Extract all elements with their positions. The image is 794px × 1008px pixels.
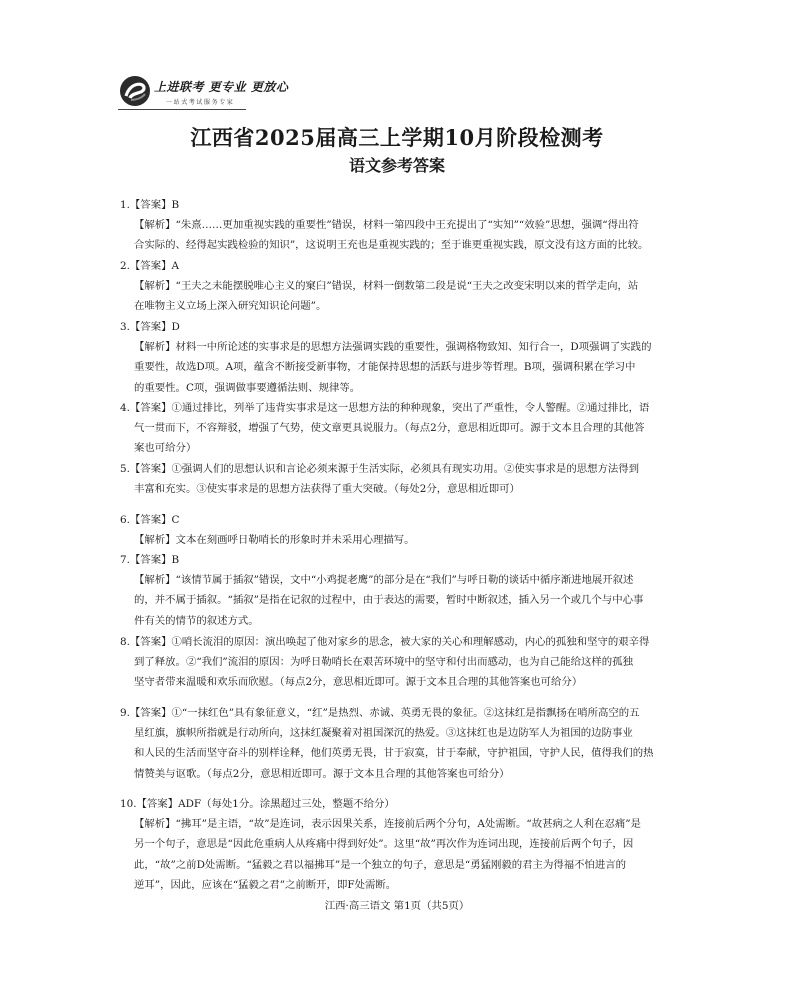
answer-line: 9.【答案】①“一抹红色”具有象征意义，“红”是热烈、赤诚、英勇无畏的象征。②这抹红是指飘扬在哨所高空的五 xyxy=(120,707,640,719)
logo-slogan: 上进联考 更专业 更放心 xyxy=(154,80,289,94)
answer-line: 2.【答案】A xyxy=(120,260,179,272)
answer-line: 3.【答案】D xyxy=(120,321,180,333)
page-title: 江西省2025届高三上学期10月阶段检测考 xyxy=(190,125,604,150)
analysis-line: 【解析】文本在刻画呼日勒哨长的形象时并未采用心理描写。 xyxy=(134,534,415,547)
answer-line: 10.【答案】ADF（每处1分。涂黑超过三处，整题不给分） xyxy=(120,798,395,810)
analysis-line: 气一贯而下，不容辩驳，增强了气势，使文章更具说服力。（每点2分，意思相近即可。源于文本且合理的其他答 xyxy=(134,422,645,435)
analysis-line: 星红旗，旗帜所指就是行动所向，这抹红凝聚着对祖国深沉的热爱。③这抹红也是边防军人为祖国的边防事业 xyxy=(134,727,633,740)
analysis-line: 【解析】材料一中所论述的实事求是的思想方法强调实践的重要性，强调格物致知、知行合一，D项强调了实践的 xyxy=(134,341,652,354)
answer-line: 8.【答案】①哨长流泪的原因：演出唤起了他对家乡的思念，被大家的关心和理解感动，内心的孤独和坚守的艰辛得 xyxy=(120,636,650,648)
answer-block-4 xyxy=(120,398,680,459)
answer-block-6 xyxy=(120,510,680,550)
analysis-line: 情赞美与讴歌。（每点2分，意思相近即可。源于文本且合理的其他答案也可给分） xyxy=(134,767,510,780)
analysis-line: 的，并不属于插叙。“插叙”是指在记叙的过程中，由于表达的需要，暂时中断叙述，插入另一个或几个与中心事 xyxy=(134,594,644,607)
answer-line: 1.【答案】B xyxy=(120,199,180,211)
answer-block-3 xyxy=(120,317,680,398)
logo-tagline: 一站式考试服务专家 xyxy=(166,99,235,106)
answer-block-2 xyxy=(120,256,680,317)
analysis-line: 【解析】“该情节属于插叙”错误，文中“小鸡捉老鹰”的部分是在“我们”与呼日勒的谈话中循序渐进地展开叙述 xyxy=(134,574,634,587)
answer-block-5 xyxy=(120,459,680,499)
answer-line: 5.【答案】①强调人们的思想认识和言论必须来源于生活实际，必须具有现实功用。②使实事求是的思想方法得到 xyxy=(120,463,640,475)
analysis-line: 重要性，故选D项。A项，蕴含不断接受新事物，才能保持思想的活跃与进步等哲理。B项，强调积累在学习中 xyxy=(134,361,636,374)
page-footer: 江西·高三语文 第1页（共5页） xyxy=(324,900,470,912)
analysis-line: 逆耳”，因此，应该在“猛毅之君”之前断开，即F处需断。 xyxy=(134,878,397,891)
brand-logo xyxy=(118,72,318,112)
page-subtitle: 语文参考答案 xyxy=(348,156,445,175)
answer-block-1 xyxy=(120,195,680,256)
answer-block-9 xyxy=(120,703,680,784)
answer-line: 7.【答案】B xyxy=(120,554,180,566)
answer-block-8 xyxy=(120,632,680,693)
logo-swirl-icon xyxy=(118,74,152,108)
analysis-line: 此，“故”之前D处需断。“猛毅之君以福拂耳”是一个独立的句子，意思是“勇猛刚毅的君主为得福不怕进言的 xyxy=(134,858,627,871)
analysis-line: 【解析】“朱熹……更加重视实践的重要性”错误，材料一第四段中王充提出了“实知”“效验”思想，强调“得出符 xyxy=(134,219,639,232)
answer-block-7 xyxy=(120,550,680,631)
answer-line: 4.【答案】①通过排比，列举了违背实事求是这一思想方法的种种现象，突出了严重性，令人警醒。②通过排比，语 xyxy=(120,402,650,414)
answer-line: 6.【答案】C xyxy=(120,514,180,526)
analysis-line: 的重要性。C项，强调做事要遵循法则、规律等。 xyxy=(134,381,361,394)
analysis-line: 到了释放。②“我们”流泪的原因：为呼日勒哨长在艰苦环境中的坚守和付出而感动，也为自己能给这样的孤独 xyxy=(134,656,633,669)
analysis-line: 件有关的情节的叙述方式。 xyxy=(134,614,259,627)
analysis-line: 【解析】“王夫之未能摆脱唯心主义的窠臼”错误，材料一倒数第二段是说“王夫之改变宋明以来的哲学走向，站 xyxy=(134,280,639,293)
answer-block-10 xyxy=(120,794,680,895)
logo-divider xyxy=(118,109,246,110)
analysis-line: 另一个句子，意思是“因此危重病人从疼痛中得到好处”。这里“故”再次作为连词出现，连接前后两个句子，因 xyxy=(134,838,634,851)
analysis-line: 在唯物主义立场上深入研究知识论问题”。 xyxy=(134,300,327,313)
analysis-line: 丰富和充实。③使实事求是的思想方法获得了重大突破。（每处2分，意思相近即可） xyxy=(134,483,520,496)
analysis-line: 案也可给分） xyxy=(134,442,197,455)
analysis-line: 和人民的生活而坚守奋斗的别样诠释，他们英勇无畏，甘于寂寞，甘于奉献，守护祖国，守护人民，值得我们的热 xyxy=(134,747,654,760)
analysis-line: 【解析】“拂耳”是主语，“故”是连词，表示因果关系，连接前后两个分句，A处需断。“故甚病之人利在忍痛”是 xyxy=(134,818,641,831)
analysis-line: 合实际的、经得起实践检验的知识”，这说明王充也是重视实践的；至于谁更重视实践，原文没有这方面的比较。 xyxy=(134,239,649,252)
analysis-line: 坚守者带来温暖和欢乐而欣慰。（每点2分，意思相近即可。源于文本且合理的其他答案也可给分） xyxy=(134,676,583,689)
